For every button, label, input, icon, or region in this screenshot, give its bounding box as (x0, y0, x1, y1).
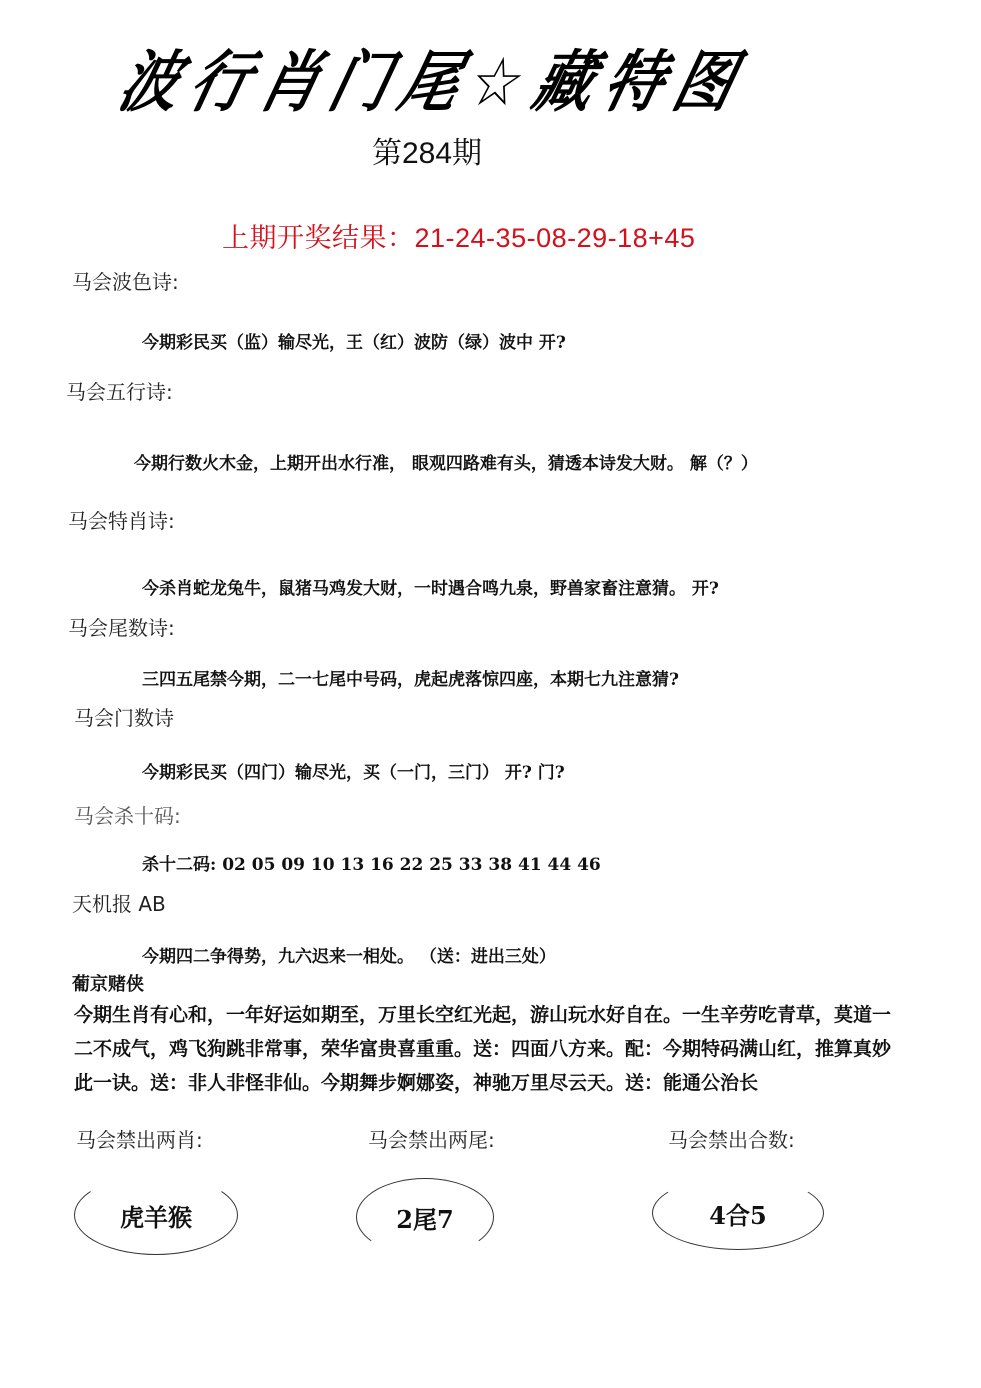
section-line-tail-number: 三四五尾禁今期，二一七尾中号码，虎起虎落惊四座，本期七九注意猜? (142, 670, 679, 690)
forbidden-zodiac-value: 虎羊猴 (120, 1202, 192, 1232)
section-heading-special-zodiac: 马会特肖诗: (68, 509, 175, 533)
last-draw-result (222, 216, 695, 255)
forbidden-sum-label: 马会禁出合数: (668, 1128, 795, 1152)
section-heading-tianji: 天机报 AB (72, 892, 166, 916)
section-heading-five-elements: 马会五行诗: (66, 380, 173, 404)
section-line-five-elements: 今期行数火木金，上期开出水行准， 眼观四路难有头，猜透本诗发大财。 解（？） (134, 454, 758, 474)
forbidden-sum-value: 4合5 (709, 1200, 767, 1230)
last-draw-numbers: 21-24-35-08-29-18+45 (414, 223, 696, 253)
forbidden-tail-value: 2尾7 (396, 1204, 454, 1234)
section-line-special-zodiac: 今杀肖蛇龙兔牛，鼠猪马鸡发大财，一时遇合鸣九泉，野兽家畜注意猜。 开? (142, 579, 719, 599)
page-title: 波行肖门尾☆藏特图 (111, 42, 756, 122)
section-heading-puzhou: 葡京赌侠 (72, 974, 144, 995)
section-heading-wave-color: 马会波色诗: (72, 270, 179, 294)
last-draw-label: 上期开奖结果： (222, 223, 415, 253)
section-heading-door-number: 马会门数诗 (74, 706, 174, 730)
section-line-kill-numbers: 杀十二码: 02 05 09 10 13 16 22 25 33 38 41 44 46 (142, 855, 601, 875)
issue-number: 第284期 (372, 137, 483, 170)
section-line-door-number: 今期彩民买（四门）输尽光，买（一门，三门） 开? 门? (142, 763, 565, 783)
section-heading-kill-numbers: 马会杀十码: (74, 804, 181, 828)
section-line-wave-color: 今期彩民买（监）输尽光，王（红）波防（绿）波中 开? (142, 333, 566, 353)
puzhou-paragraph: 今期生肖有心和，一年好运如期至，万里长空红光起，游山玩水好自在。一生辛劳吃青草，莫道一二不成气，鸡飞狗跳非常事，荣华富贵喜重重。送：四面八方来。配：今期特码满山红，推算真妙此一诀。送：非人非怪非仙。今期舞步婀娜姿，神驰万里尽云天。送：能通公治长 (74, 1004, 892, 1094)
section-line-tianji: 今期四二争得势，九六迟来一相处。 （送：进出三处） (142, 947, 556, 967)
forbidden-sum-oval (652, 1176, 824, 1250)
forbidden-zodiac-oval (74, 1175, 238, 1255)
forbidden-tail-oval (356, 1178, 494, 1256)
forbidden-tail-label: 马会禁出两尾: (368, 1128, 495, 1152)
section-heading-tail-number: 马会尾数诗: (68, 616, 175, 640)
forbidden-zodiac-label: 马会禁出两肖: (76, 1128, 203, 1152)
